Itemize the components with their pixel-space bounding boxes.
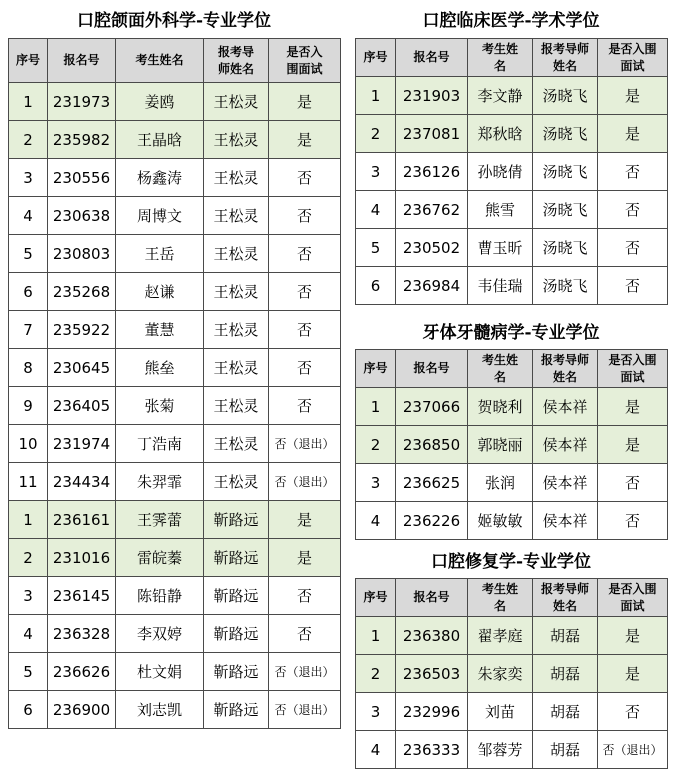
table-row: [356, 153, 668, 191]
cell-interview-status: 否: [269, 311, 341, 349]
cell-regno: 230645: [48, 349, 116, 387]
cell-interview-status: 否（退出）: [269, 425, 341, 463]
cell-advisor: 靳路远: [204, 577, 269, 615]
cell-regno: 232996: [396, 693, 468, 731]
table-body: [9, 83, 341, 729]
cell-seq: 3: [356, 153, 396, 191]
cell-advisor: 王松灵: [204, 83, 269, 121]
cell-name: 赵谦: [116, 273, 204, 311]
table-oral-clinical: [355, 38, 668, 305]
cell-advisor: 汤晓飞: [533, 77, 598, 115]
cell-regno: 237081: [396, 115, 468, 153]
cell-advisor: 王松灵: [204, 311, 269, 349]
cell-name: 曹玉昕: [468, 229, 533, 267]
cell-regno: 230803: [48, 235, 116, 273]
cell-name: 姬敏敏: [468, 502, 533, 540]
header-name: 考生姓名: [468, 350, 533, 388]
cell-interview-status: 否（退出）: [598, 731, 668, 769]
cell-seq: 1: [356, 388, 396, 426]
cell-regno: 236226: [396, 502, 468, 540]
table-title-prosthodontics: 口腔修复学-专业学位: [430, 552, 592, 572]
header-advisor: 报考导师姓名: [533, 579, 598, 617]
cell-interview-status: 否（退出）: [269, 463, 341, 501]
cell-regno: 236984: [396, 267, 468, 305]
cell-regno: 236328: [48, 615, 116, 653]
cell-regno: 231016: [48, 539, 116, 577]
table-row: [9, 539, 341, 577]
cell-name: 邹蓉芳: [468, 731, 533, 769]
cell-interview-status: 是: [269, 83, 341, 121]
cell-advisor: 王松灵: [204, 235, 269, 273]
cell-regno: 236503: [396, 655, 468, 693]
table-row: [9, 349, 341, 387]
cell-interview-status: 否: [598, 229, 668, 267]
cell-regno: 236145: [48, 577, 116, 615]
table-row: [9, 83, 341, 121]
cell-seq: 3: [356, 693, 396, 731]
cell-advisor: 王松灵: [204, 349, 269, 387]
cell-regno: 231903: [396, 77, 468, 115]
cell-interview-status: 否（退出）: [269, 653, 341, 691]
table-row: [9, 615, 341, 653]
cell-name: 贺晓利: [468, 388, 533, 426]
table-body: [356, 388, 668, 540]
header-interview: 是否入围面试: [598, 579, 668, 617]
table-body: [356, 617, 668, 769]
cell-name: 杜文娟: [116, 653, 204, 691]
header-seq: 序号: [9, 39, 48, 83]
cell-interview-status: 否: [269, 235, 341, 273]
cell-advisor: 胡磊: [533, 655, 598, 693]
cell-seq: 4: [9, 197, 48, 235]
cell-name: 王岳: [116, 235, 204, 273]
cell-seq: 6: [9, 691, 48, 729]
cell-interview-status: 否: [269, 577, 341, 615]
cell-name: 张润: [468, 464, 533, 502]
table-row: [9, 311, 341, 349]
header-regno: 报名号: [396, 350, 468, 388]
cell-regno: 236333: [396, 731, 468, 769]
cell-interview-status: 否: [269, 273, 341, 311]
cell-advisor: 侯本祥: [533, 388, 598, 426]
header-advisor: 报考导师姓名: [204, 39, 269, 83]
cell-seq: 8: [9, 349, 48, 387]
cell-advisor: 胡磊: [533, 693, 598, 731]
cell-name: 郑秋晗: [468, 115, 533, 153]
cell-seq: 6: [9, 273, 48, 311]
table-row: [356, 115, 668, 153]
cell-advisor: 侯本祥: [533, 464, 598, 502]
cell-regno: 237066: [396, 388, 468, 426]
cell-interview-status: 否: [598, 153, 668, 191]
cell-seq: 10: [9, 425, 48, 463]
cell-seq: 5: [9, 653, 48, 691]
cell-advisor: 胡磊: [533, 731, 598, 769]
cell-regno: 235922: [48, 311, 116, 349]
cell-seq: 3: [9, 159, 48, 197]
header-seq: 序号: [356, 39, 396, 77]
header-advisor: 报考导师姓名: [533, 39, 598, 77]
cell-seq: 4: [356, 191, 396, 229]
table-row: [356, 617, 668, 655]
header-regno: 报名号: [396, 39, 468, 77]
table-row: [9, 273, 341, 311]
cell-seq: 2: [9, 121, 48, 159]
cell-seq: 2: [356, 115, 396, 153]
cell-interview-status: 是: [598, 655, 668, 693]
header-name: 考生姓名: [468, 579, 533, 617]
cell-interview-status: 是: [269, 539, 341, 577]
cell-advisor: 王松灵: [204, 121, 269, 159]
cell-seq: 2: [356, 426, 396, 464]
cell-advisor: 王松灵: [204, 387, 269, 425]
header-seq: 序号: [356, 579, 396, 617]
cell-seq: 1: [356, 77, 396, 115]
table-row: [356, 655, 668, 693]
cell-interview-status: 是: [598, 617, 668, 655]
cell-interview-status: 否: [598, 267, 668, 305]
table-row: [356, 502, 668, 540]
cell-interview-status: 否: [269, 197, 341, 235]
cell-regno: 234434: [48, 463, 116, 501]
cell-name: 姜鸥: [116, 83, 204, 121]
table-row: [356, 464, 668, 502]
cell-seq: 7: [9, 311, 48, 349]
cell-name: 张菊: [116, 387, 204, 425]
cell-regno: 236626: [48, 653, 116, 691]
header-regno: 报名号: [48, 39, 116, 83]
table-row: [9, 387, 341, 425]
cell-regno: 230556: [48, 159, 116, 197]
cell-advisor: 靳路远: [204, 691, 269, 729]
cell-interview-status: 是: [598, 388, 668, 426]
table-row: [9, 425, 341, 463]
cell-advisor: 王松灵: [204, 197, 269, 235]
cell-name: 陈铅静: [116, 577, 204, 615]
cell-interview-status: 是: [269, 501, 341, 539]
cell-interview-status: 否（退出）: [269, 691, 341, 729]
cell-advisor: 汤晓飞: [533, 191, 598, 229]
header-name: 考生姓名: [468, 39, 533, 77]
cell-interview-status: 是: [598, 426, 668, 464]
cell-advisor: 王松灵: [204, 463, 269, 501]
cell-seq: 6: [356, 267, 396, 305]
table-row: [9, 463, 341, 501]
cell-regno: 230638: [48, 197, 116, 235]
cell-seq: 3: [9, 577, 48, 615]
cell-seq: 11: [9, 463, 48, 501]
cell-advisor: 王松灵: [204, 273, 269, 311]
table-row: [9, 577, 341, 615]
cell-regno: 236380: [396, 617, 468, 655]
cell-interview-status: 是: [598, 77, 668, 115]
header-regno: 报名号: [396, 579, 468, 617]
cell-name: 熊雪: [468, 191, 533, 229]
cell-seq: 2: [9, 539, 48, 577]
cell-regno: 231973: [48, 83, 116, 121]
table-row: [356, 388, 668, 426]
cell-regno: 236625: [396, 464, 468, 502]
cell-name: 周博文: [116, 197, 204, 235]
table-row: [9, 197, 341, 235]
header-advisor: 报考导师姓名: [533, 350, 598, 388]
header-name: 考生姓名: [116, 39, 204, 83]
cell-name: 李双婷: [116, 615, 204, 653]
cell-advisor: 汤晓飞: [533, 267, 598, 305]
cell-advisor: 胡磊: [533, 617, 598, 655]
cell-interview-status: 否: [269, 615, 341, 653]
cell-name: 熊垒: [116, 349, 204, 387]
cell-name: 李文静: [468, 77, 533, 115]
table-row: [356, 426, 668, 464]
cell-regno: 235268: [48, 273, 116, 311]
table-row: [356, 229, 668, 267]
cell-regno: 236900: [48, 691, 116, 729]
table-row: [9, 121, 341, 159]
cell-advisor: 侯本祥: [533, 502, 598, 540]
table-title-oral-maxillofacial: 口腔颌面外科学-专业学位: [76, 11, 272, 31]
cell-seq: 5: [9, 235, 48, 273]
table-prosthodontics: [355, 578, 668, 769]
cell-name: 朱羿霏: [116, 463, 204, 501]
cell-name: 翟孝庭: [468, 617, 533, 655]
table-row: [9, 653, 341, 691]
cell-name: 王霁蕾: [116, 501, 204, 539]
header-seq: 序号: [356, 350, 396, 388]
cell-regno: 236161: [48, 501, 116, 539]
cell-seq: 4: [356, 502, 396, 540]
cell-name: 董慧: [116, 311, 204, 349]
header-interview: 是否入围面试: [598, 350, 668, 388]
cell-advisor: 汤晓飞: [533, 115, 598, 153]
cell-regno: 236405: [48, 387, 116, 425]
cell-advisor: 王松灵: [204, 159, 269, 197]
table-row: [356, 267, 668, 305]
table-row: [9, 159, 341, 197]
table-row: [9, 501, 341, 539]
cell-regno: 236762: [396, 191, 468, 229]
table-endodontics: [355, 349, 668, 540]
cell-interview-status: 否: [598, 693, 668, 731]
header-interview: 是否入围面试: [269, 39, 341, 83]
cell-regno: 236850: [396, 426, 468, 464]
cell-seq: 4: [356, 731, 396, 769]
cell-regno: 230502: [396, 229, 468, 267]
cell-name: 郭晓丽: [468, 426, 533, 464]
cell-name: 杨鑫涛: [116, 159, 204, 197]
table-row: [356, 693, 668, 731]
cell-seq: 1: [9, 83, 48, 121]
table-body: [356, 77, 668, 305]
table-oral-maxillofacial: [8, 38, 341, 729]
cell-regno: 235982: [48, 121, 116, 159]
cell-interview-status: 否: [598, 502, 668, 540]
table-row: [9, 691, 341, 729]
cell-regno: 231974: [48, 425, 116, 463]
cell-seq: 9: [9, 387, 48, 425]
cell-seq: 5: [356, 229, 396, 267]
cell-interview-status: 是: [598, 115, 668, 153]
cell-interview-status: 否: [269, 349, 341, 387]
cell-seq: 4: [9, 615, 48, 653]
table-row: [9, 235, 341, 273]
cell-name: 朱家奕: [468, 655, 533, 693]
cell-advisor: 汤晓飞: [533, 153, 598, 191]
cell-interview-status: 否: [269, 387, 341, 425]
cell-advisor: 汤晓飞: [533, 229, 598, 267]
cell-interview-status: 否: [269, 159, 341, 197]
cell-name: 刘志凯: [116, 691, 204, 729]
cell-regno: 236126: [396, 153, 468, 191]
cell-seq: 2: [356, 655, 396, 693]
cell-seq: 3: [356, 464, 396, 502]
cell-name: 孙晓倩: [468, 153, 533, 191]
header-interview: 是否入围面试: [598, 39, 668, 77]
cell-advisor: 靳路远: [204, 501, 269, 539]
cell-advisor: 靳路远: [204, 539, 269, 577]
table-row: [356, 191, 668, 229]
cell-advisor: 靳路远: [204, 653, 269, 691]
cell-interview-status: 是: [269, 121, 341, 159]
cell-interview-status: 否: [598, 464, 668, 502]
cell-name: 王晶晗: [116, 121, 204, 159]
cell-name: 韦佳瑞: [468, 267, 533, 305]
cell-name: 丁浩南: [116, 425, 204, 463]
cell-advisor: 王松灵: [204, 425, 269, 463]
cell-interview-status: 否: [598, 191, 668, 229]
cell-name: 雷皖蓁: [116, 539, 204, 577]
cell-seq: 1: [356, 617, 396, 655]
cell-advisor: 靳路远: [204, 615, 269, 653]
table-row: [356, 77, 668, 115]
cell-seq: 1: [9, 501, 48, 539]
table-row: [356, 731, 668, 769]
table-title-oral-clinical: 口腔临床医学-学术学位: [422, 11, 600, 31]
table-title-endodontics: 牙体牙髓病学-专业学位: [422, 323, 600, 343]
cell-advisor: 侯本祥: [533, 426, 598, 464]
cell-name: 刘苗: [468, 693, 533, 731]
